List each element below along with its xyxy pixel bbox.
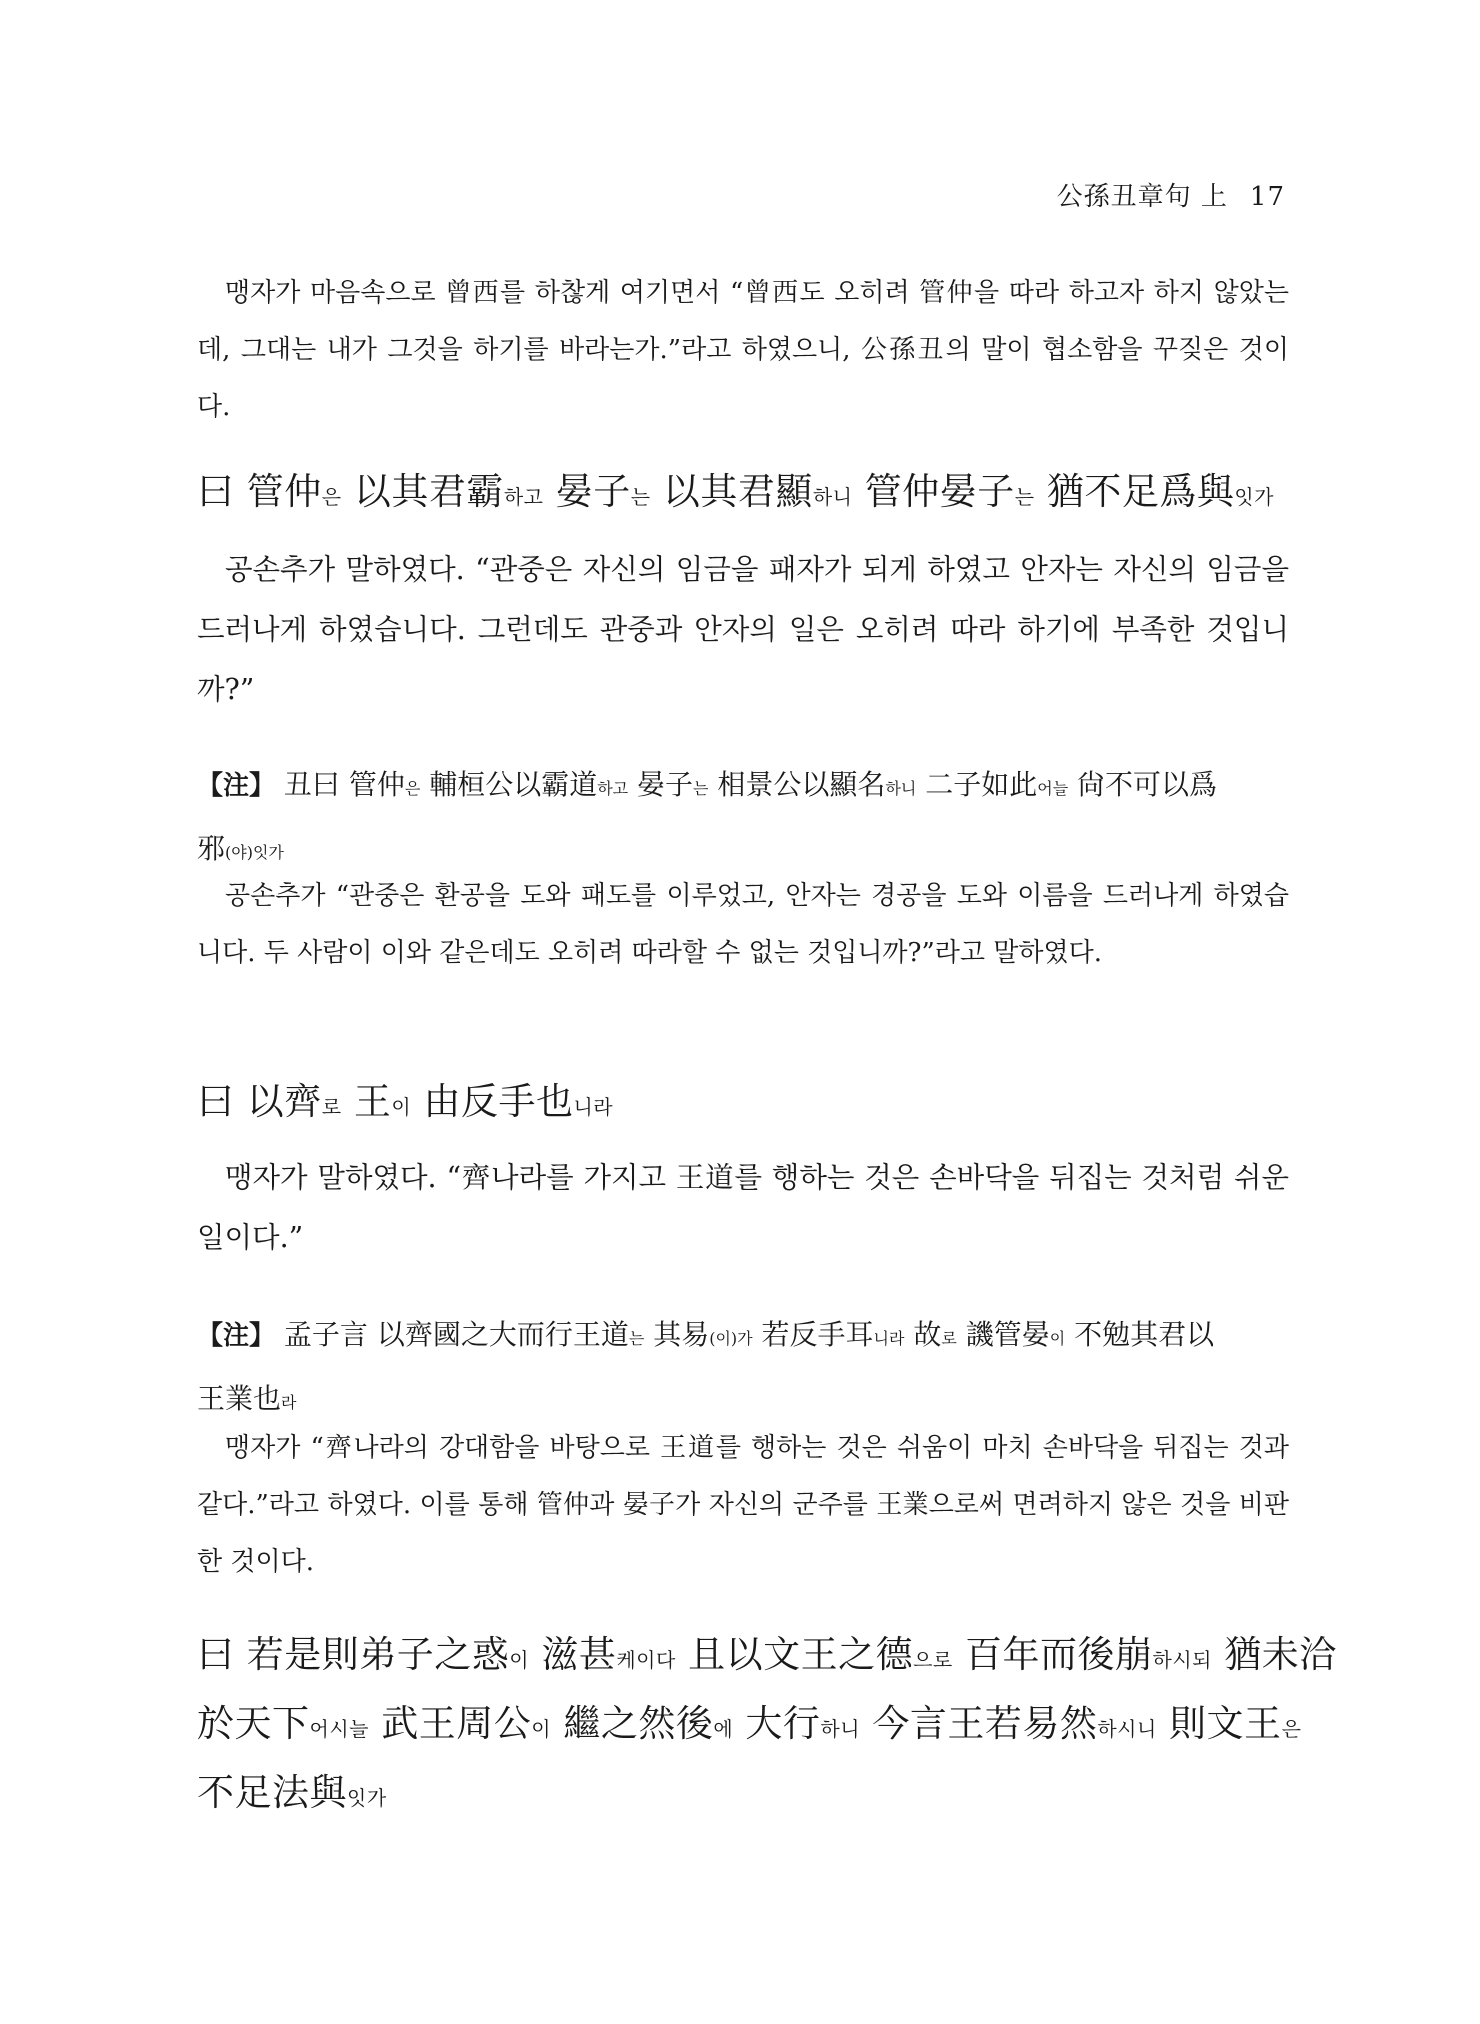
translation-1: 공손추가 말하였다. “관중은 자신의 임금을 패자가 되게 하였고 안자는 자신의 임금을 드러나게 하였습니다. 그런데도 관중과 안자의 일은 오히려 따라 하기에 부족한 것입니까?” (197, 553, 1289, 706)
commentary-translation-1: 공손추가 “관중은 환공을 도와 패도를 이루었고, 안자는 경공을 도와 이름을 드러나게 하였습니다. 두 사람이 이와 같은데도 오히려 따라할 수 없는 것입니까?”라고 말하였다. (197, 881, 1289, 968)
translation-2: 맹자가 말하였다. “齊나라를 가지고 王道를 행하는 것은 손바닥을 뒤집는 것처럼 쉬운 일이다.” (197, 1161, 1289, 1254)
running-head (1057, 176, 1285, 213)
original-text-1: 曰 管仲은 以其君霸하고 晏子는 以其君顯하니 管仲晏子는 猶不足爲與잇가 (197, 470, 1274, 513)
commentary-translation-2: 맹자가 “齊나라의 강대함을 바탕으로 王道를 행하는 것은 쉬움이 마치 손바닥을 뒤집는 것과 같다.”라고 하였다. 이를 통해 管仲과 晏子가 자신의 군주를 王業으로써 면려하지 않은 것을 비판한 것이다. (197, 1433, 1289, 1577)
page-number: 17 (1249, 182, 1285, 212)
commentary-2: 【注】 孟子言 以齊國之大而行王道는 其易(이)가 若反手耳니라 故로 譏管晏이 不勉其君以 王業也라 (197, 1318, 1215, 1415)
translation-paragraph-top: 맹자가 마음속으로 曾西를 하찮게 여기면서 “曾西도 오히려 管仲을 따라 하고자 하지 않았는데, 그대는 내가 그것을 하기를 바라는가.”라고 하였으니, 公孫丑의 말이 협소함을 꾸짖은 것이다. (197, 278, 1289, 422)
original-text-2: 曰 以齊로 王이 由反手也니라 (197, 1080, 614, 1123)
commentary-1: 【注】 丑曰 管仲은 輔桓公以霸道하고 晏子는 相景公以顯名하니 二子如此어늘 尙不可以爲 邪(야)잇가 (197, 768, 1218, 865)
original-text-3: 曰 若是則弟子之惑이 滋甚케이다 且以文王之德으로 百年而後崩하시되 猶未洽 於天下어시늘 武王周公이 繼之然後에 大行하니 今言王若易然하시니 則文王은 不足法與잇가 (197, 1633, 1337, 1814)
running-title: 公孫丑章句 上 (1056, 182, 1228, 212)
